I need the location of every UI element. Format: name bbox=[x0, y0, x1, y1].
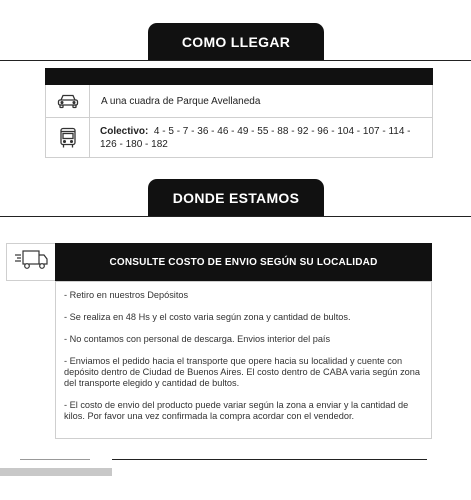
bottom-divider bbox=[0, 468, 112, 476]
directions-bus-text bbox=[89, 125, 419, 151]
section-divider bbox=[0, 216, 471, 217]
directions-panel-header bbox=[45, 68, 433, 85]
bottom-divider-line bbox=[112, 459, 427, 460]
shipping-info-box bbox=[55, 281, 432, 439]
car-icon bbox=[46, 93, 89, 109]
directions-row-car bbox=[46, 85, 432, 117]
directions-row-bus bbox=[46, 118, 432, 158]
shipping-header: CONSULTE COSTO DE ENVIO SEGÚN SU LOCALIDAD bbox=[55, 243, 432, 281]
shipping-item: - No contamos con personal de descarga. Envios interior del país bbox=[64, 334, 331, 344]
shipping-item: - Enviamos el pedido hacia el transporte que opere hacia su localidad y cuente con depósito dentro de Ciudad de Buenos Aires. El costo dentro de CABA varia según zona del transporte elegido y cantidad de bultos. bbox=[64, 356, 420, 388]
delivery-truck-icon bbox=[14, 248, 48, 277]
section-title-como-llegar: COMO LLEGAR bbox=[148, 23, 324, 60]
bus-label: Colectivo: bbox=[100, 126, 149, 137]
bus-lines: 4 - 5 - 7 - 36 - 46 - 49 - 55 - 88 - 92 - 96 - 104 - 107 - 114 - 126 - 180 - 182 bbox=[100, 126, 411, 150]
section-title-donde-estamos: DONDE ESTAMOS bbox=[148, 179, 324, 216]
section-divider bbox=[0, 60, 471, 61]
shipping-item: - Retiro en nuestros Depósitos bbox=[64, 290, 189, 300]
directions-panel bbox=[45, 68, 433, 158]
shipping-item: - Se realiza en 48 Hs y el costo varia según zona y cantidad de bultos. bbox=[64, 312, 351, 322]
bottom-divider-line-left bbox=[20, 459, 90, 460]
directions-car-text: A una cuadra de Parque Avellaneda bbox=[101, 95, 261, 107]
bus-icon bbox=[46, 127, 89, 149]
shipping-item: - El costo de envio del producto puede variar según la zona a enviar y la cantidad de kilos. Por favor una vez confirmada la compra acordar con el vendedor. bbox=[64, 400, 409, 421]
delivery-truck-icon-box bbox=[6, 243, 55, 281]
